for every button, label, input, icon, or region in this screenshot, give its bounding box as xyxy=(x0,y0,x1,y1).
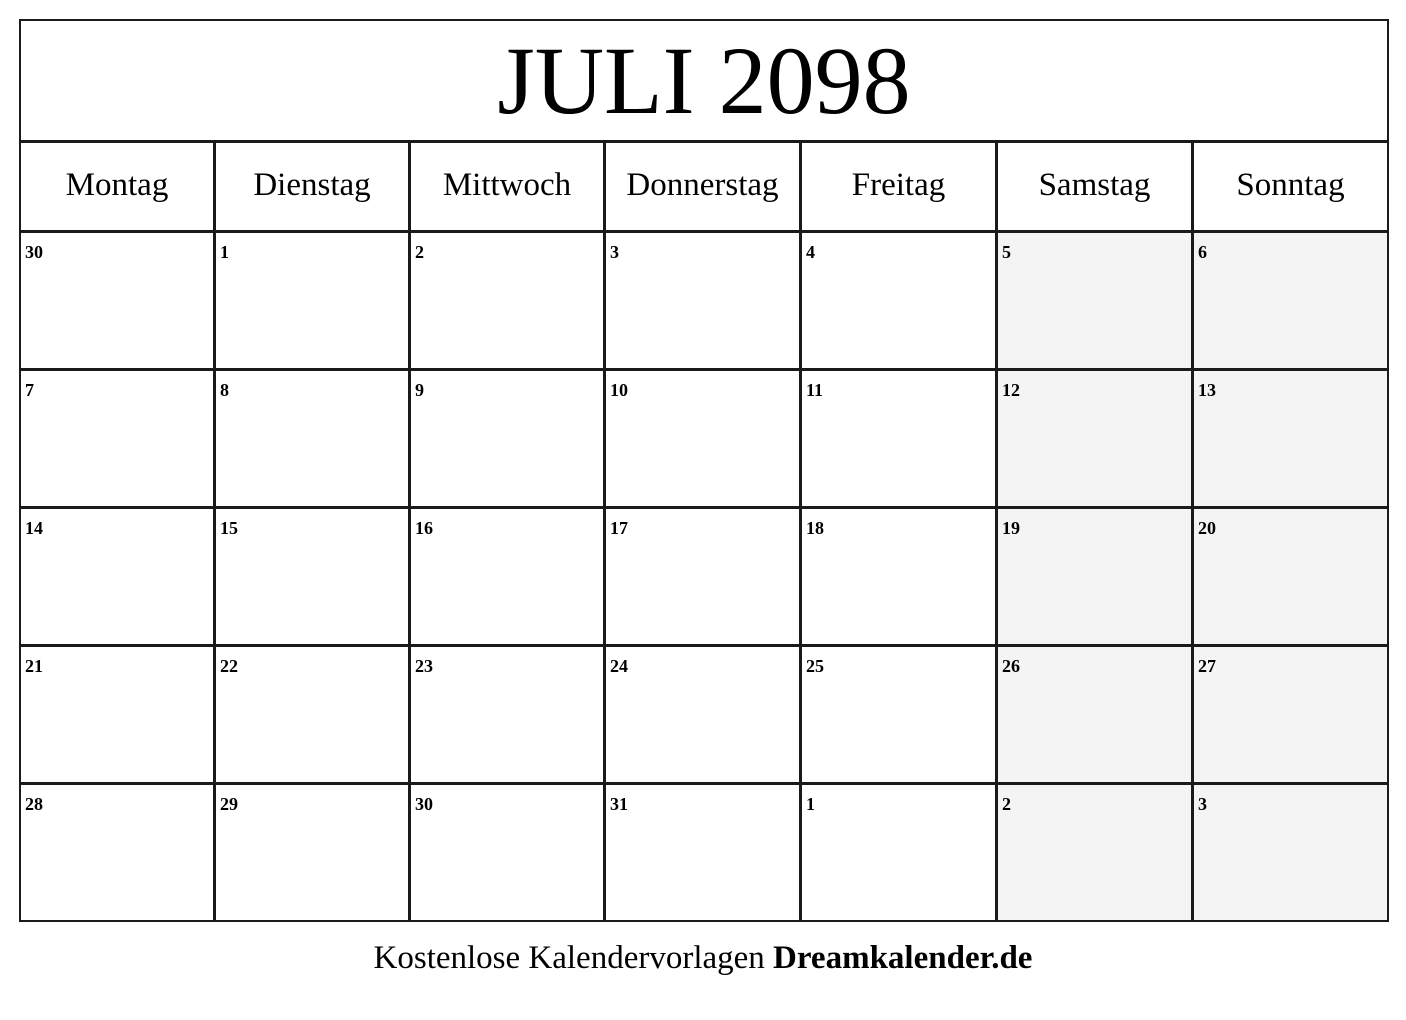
day-cell-weekend xyxy=(1194,647,1387,785)
day-number: 31 xyxy=(610,794,628,814)
day-number: 7 xyxy=(25,380,34,400)
day-number: 1 xyxy=(220,242,229,262)
day-cell xyxy=(216,371,411,509)
day-number: 11 xyxy=(806,380,824,400)
day-number: 27 xyxy=(1198,656,1216,676)
day-number: 3 xyxy=(610,242,619,262)
day-number: 16 xyxy=(415,518,433,538)
day-number: 26 xyxy=(1002,656,1020,676)
day-cell-weekend xyxy=(998,785,1194,920)
day-cell-weekend xyxy=(1194,785,1387,920)
day-number: 2 xyxy=(415,242,424,262)
weekday-header-wednesday: Mittwoch xyxy=(411,143,606,233)
day-number: 9 xyxy=(415,380,424,400)
day-number: 29 xyxy=(220,794,238,814)
day-cell xyxy=(216,509,411,647)
day-cell-weekend xyxy=(998,647,1194,785)
day-number: 5 xyxy=(1002,242,1011,262)
day-cell-weekend xyxy=(1194,233,1387,371)
day-number: 3 xyxy=(1198,794,1207,814)
day-cell xyxy=(606,371,802,509)
day-cell-weekend xyxy=(1194,509,1387,647)
weekday-header-thursday: Donnerstag xyxy=(606,143,802,233)
day-number: 4 xyxy=(806,242,815,262)
day-cell xyxy=(21,647,216,785)
day-number: 30 xyxy=(415,794,433,814)
day-number: 21 xyxy=(25,656,43,676)
day-number: 10 xyxy=(610,380,628,400)
day-number: 25 xyxy=(806,656,824,676)
day-cell xyxy=(21,509,216,647)
day-cell xyxy=(411,785,606,920)
day-cell xyxy=(216,785,411,920)
day-cell xyxy=(606,647,802,785)
day-number: 15 xyxy=(220,518,238,538)
day-number: 14 xyxy=(25,518,43,538)
day-cell-weekend xyxy=(998,509,1194,647)
day-cell xyxy=(411,371,606,509)
day-cell xyxy=(21,371,216,509)
weekday-header-saturday: Samstag xyxy=(998,143,1194,233)
day-number: 2 xyxy=(1002,794,1011,814)
day-number: 19 xyxy=(1002,518,1020,538)
footer-credit xyxy=(0,938,1406,978)
day-cell xyxy=(411,509,606,647)
day-cell xyxy=(606,509,802,647)
day-number: 12 xyxy=(1002,380,1020,400)
day-number: 22 xyxy=(220,656,238,676)
footer-text: Kostenlose Kalendervorlagen xyxy=(373,940,765,976)
day-number: 17 xyxy=(610,518,628,538)
day-cell xyxy=(411,647,606,785)
day-cell xyxy=(802,371,998,509)
day-number: 30 xyxy=(25,242,43,262)
day-cell xyxy=(802,509,998,647)
day-number: 23 xyxy=(415,656,433,676)
day-cell xyxy=(21,233,216,371)
day-cell xyxy=(606,233,802,371)
day-number: 13 xyxy=(1198,380,1216,400)
day-cell xyxy=(802,785,998,920)
day-cell xyxy=(216,647,411,785)
weekday-header-friday: Freitag xyxy=(802,143,998,233)
weekday-header-tuesday: Dienstag xyxy=(216,143,411,233)
day-cell-weekend xyxy=(1194,371,1387,509)
footer-brand-link[interactable]: Dreamkalender.de xyxy=(773,940,1033,976)
day-number: 28 xyxy=(25,794,43,814)
day-cell xyxy=(802,647,998,785)
calendar-title: JULI 2098 xyxy=(21,21,1387,143)
weekday-header-monday: Montag xyxy=(21,143,216,233)
day-cell xyxy=(802,233,998,371)
day-number: 24 xyxy=(610,656,628,676)
day-number: 20 xyxy=(1198,518,1216,538)
day-cell xyxy=(216,233,411,371)
day-number: 8 xyxy=(220,380,229,400)
calendar xyxy=(19,19,1389,922)
day-cell xyxy=(606,785,802,920)
day-cell xyxy=(411,233,606,371)
day-cell-weekend xyxy=(998,233,1194,371)
day-number: 6 xyxy=(1198,242,1207,262)
day-cell xyxy=(21,785,216,920)
weekday-header-sunday: Sonntag xyxy=(1194,143,1387,233)
calendar-grid xyxy=(21,143,1387,920)
day-number: 18 xyxy=(806,518,824,538)
day-number: 1 xyxy=(806,794,815,814)
day-cell-weekend xyxy=(998,371,1194,509)
